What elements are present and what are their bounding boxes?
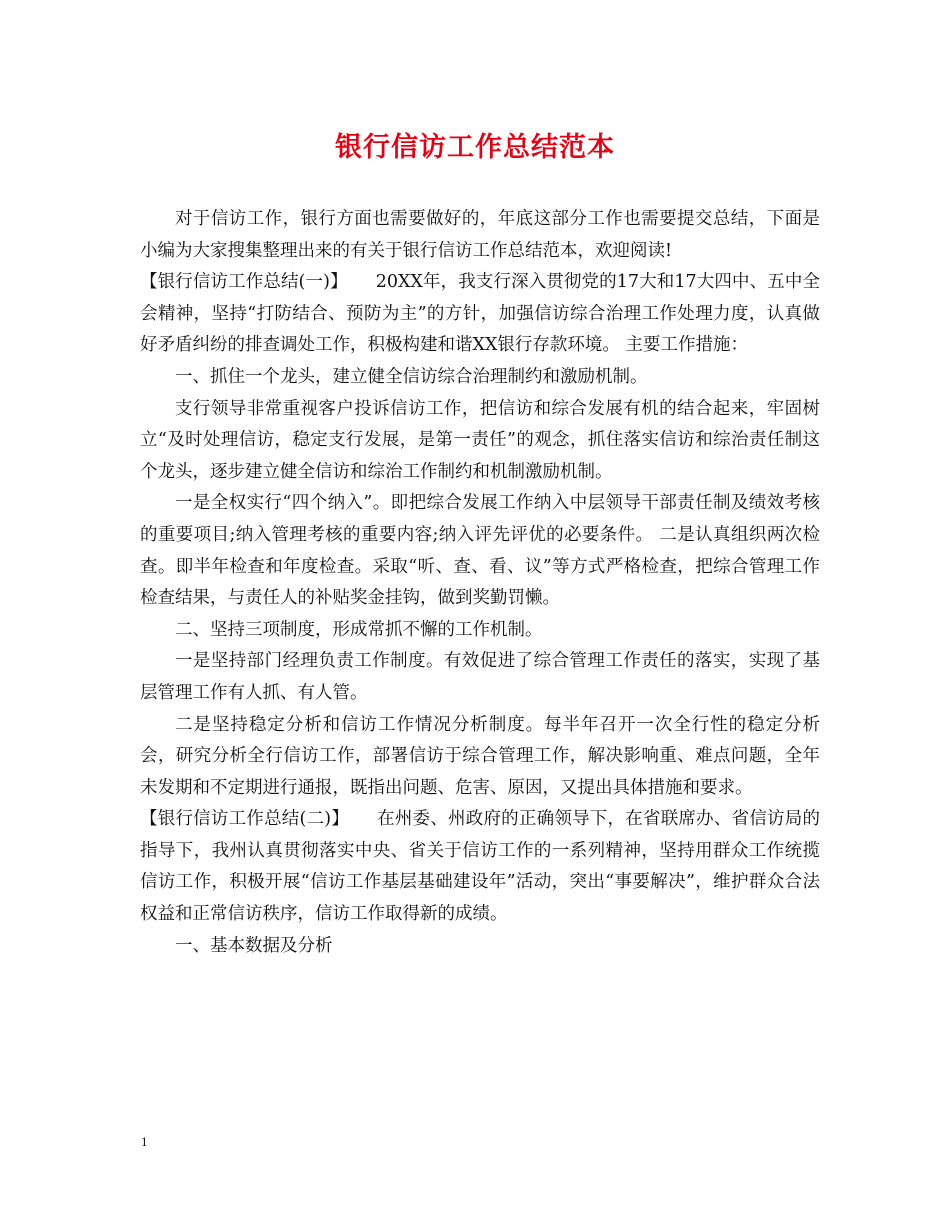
body-paragraph: 一、基本数据及分析	[175, 935, 333, 956]
body-paragraph: 一是全权实行“四个纳入”。即把综合发展工作纳入中层领导干部责任制及绩效考核的重要项目;纳入管理考核的重要内容;纳入评先评优的必要条件。 二是认真组织两次检查。即半年检查和年度检查。采取“听、查、看、议”等方式严格检查，把综合管理工作检查结果，与责任人的补贴奖金挂钩，做到奖勤罚懒。	[140, 493, 820, 609]
section2-heading: 【银行信访工作总结(二)】	[140, 809, 350, 830]
body-paragraph: 一是坚持部门经理负责工作制度。有效促进了综合管理工作责任的落实，实现了基层管理工作有人抓、有人管。	[140, 651, 820, 703]
section2-paragraph	[140, 804, 820, 930]
section1-text: 20XX年，我支行深入贯彻党的17大和17大四中、五中全会精神，坚持“打防结合、预防为主”的方针，加强信访综合治理工作处理力度，认真做好矛盾纠纷的排查调处工作，积极构建和谐XX银行存款环境。 主要工作措施：	[140, 272, 820, 356]
document-title: 银行信访工作总结范本	[335, 132, 615, 163]
body-paragraph: 二、坚持三项制度，形成常抓不懈的工作机制。	[175, 619, 543, 640]
section1-paragraph	[140, 267, 820, 362]
intro-paragraph: 对于信访工作，银行方面也需要做好的，年底这部分工作也需要提交总结，下面是小编为大家搜集整理出来的有关于银行信访工作总结范本，欢迎阅读!	[140, 209, 820, 261]
body-paragraph: 支行领导非常重视客户投诉信访工作，把信访和综合发展有机的结合起来，牢固树立“及时处理信访，稳定支行发展，是第一责任”的观念，抓住落实信访和综治责任制这个龙头，逐步建立健全信访和综治工作制约和机制激励机制。	[140, 398, 820, 482]
section2-text: 在州委、州政府的正确领导下，在省联席办、省信访局的指导下，我州认真贯彻落实中央、省关于信访工作的一系列精神，坚持用群众工作统揽信访工作，积极开展“信访工作基层基础建设年”活动，突出“事要解决”，维护群众合法权益和正常信访秩序，信访工作取得新的成绩。	[140, 809, 821, 925]
body-paragraph: 一、抓住一个龙头，建立健全信访综合治理制约和激励机制。	[175, 366, 648, 387]
body-paragraph: 二是坚持稳定分析和信访工作情况分析制度。每半年召开一次全行性的稳定分析会，研究分析全行信访工作，部署信访于综合管理工作，解决影响重、难点问题，全年未发期和不定期进行通报，既指出问题、危害、原因，又提出具体措施和要求。	[140, 714, 820, 798]
page-number: 1	[141, 1134, 148, 1149]
section1-heading: 【银行信访工作总结(一)】	[140, 272, 348, 293]
document-body	[140, 204, 820, 962]
